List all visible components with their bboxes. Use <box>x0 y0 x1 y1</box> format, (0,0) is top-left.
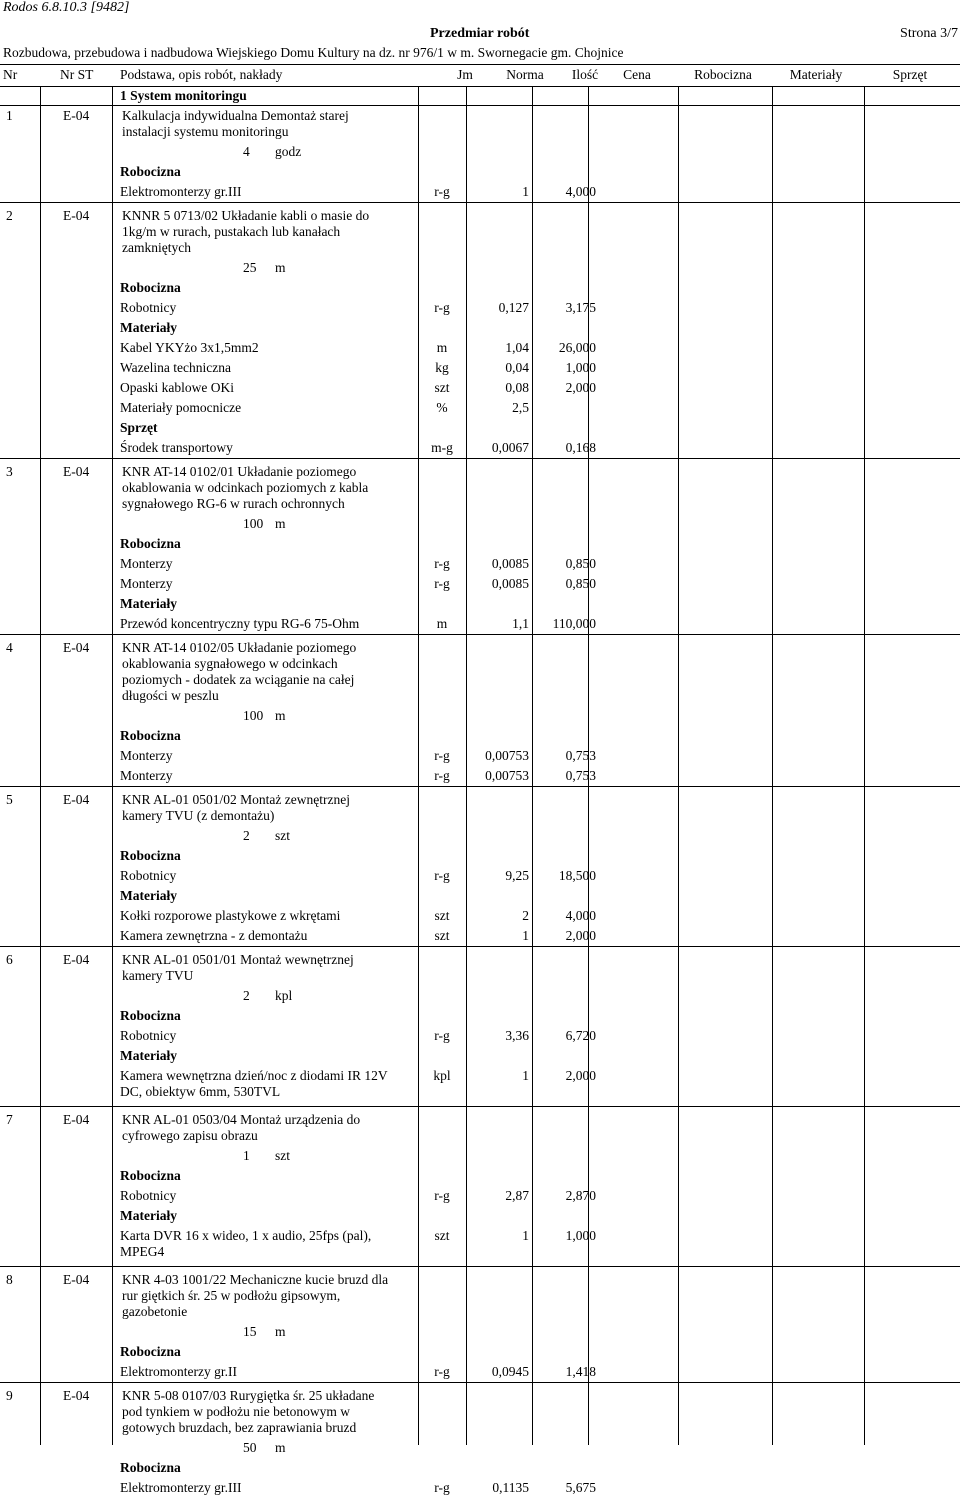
resource-name: Kabel YKYżo 3x1,5mm2 <box>120 340 259 355</box>
program-name: Rodos 6.8.10.3 [9482] <box>3 0 130 15</box>
resource-norm: 2 <box>522 908 529 923</box>
row-divider <box>0 1106 960 1107</box>
resource-norm: 1 <box>522 1068 529 1083</box>
resource-name-cont: MPEG4 <box>120 1244 165 1259</box>
resource-amount: 0,168 <box>565 440 596 455</box>
item-quantity: 25 <box>243 260 257 275</box>
page-header-rule <box>0 64 960 65</box>
section-heading: 1 System monitoringu <box>120 88 247 103</box>
resource-unit: m <box>436 340 448 355</box>
resource-name: Robotnicy <box>120 1028 177 1043</box>
resource-amount: 1,418 <box>565 1364 596 1379</box>
resource-name: Opaski kablowe OKi <box>120 380 234 395</box>
row-divider <box>0 634 960 635</box>
resource-norm: 1,04 <box>505 340 529 355</box>
item-description: KNR AL-01 0503/04 Montaż urządzenia do <box>122 1112 361 1127</box>
resource-name: Kołki rozporowe plastykowe z wkrętami <box>120 908 341 923</box>
resource-unit: m-g <box>431 440 453 455</box>
column-header-2: Podstawa, opis robót, nakłady <box>120 67 283 82</box>
column-header-4: Norma <box>506 67 544 82</box>
resource-group-robocizna: Robocizna <box>120 1344 181 1359</box>
item-description: pod tynkiem w podłożu nie betonowym w <box>122 1404 350 1419</box>
resource-amount: 3,175 <box>565 300 596 315</box>
item-description: gotowych bruzdach, bez zaprawiania bruzd <box>122 1420 357 1435</box>
resource-norm: 0,1135 <box>492 1480 529 1495</box>
item-description: KNR 5-08 0107/03 Rurygiętka śr. 25 układane <box>122 1388 375 1403</box>
resource-norm: 0,0085 <box>491 556 529 571</box>
resource-group-robocizna: Robocizna <box>120 728 181 743</box>
resource-name: Monterzy <box>120 748 173 763</box>
item-unit: godz <box>275 144 302 159</box>
item-number: 7 <box>6 1112 13 1127</box>
item-st-code: E-04 <box>63 1272 90 1287</box>
column-header-8: Materiały <box>789 67 843 82</box>
column-divider <box>532 86 533 1445</box>
item-description: okablowania w odcinkach poziomych z kabla <box>122 480 369 495</box>
resource-unit: r-g <box>434 1028 450 1043</box>
row-divider <box>0 1382 960 1383</box>
item-description: KNR 4-03 1001/22 Mechaniczne kucie bruzd dla <box>122 1272 389 1287</box>
column-divider <box>864 86 865 1445</box>
resource-amount: 2,000 <box>565 380 596 395</box>
column-divider <box>678 86 679 1445</box>
item-st-code: E-04 <box>63 108 90 123</box>
item-st-code: E-04 <box>63 1388 90 1403</box>
column-header-5: Ilość <box>571 67 599 82</box>
resource-amount: 4,000 <box>565 908 596 923</box>
resource-name: Kamera zewnętrzna - z demontażu <box>120 928 308 943</box>
resource-amount: 4,000 <box>565 184 596 199</box>
resource-amount: 2,000 <box>565 1068 596 1083</box>
item-quantity: 50 <box>243 1440 257 1455</box>
resource-norm: 1 <box>522 1228 529 1243</box>
resource-name: Wazelina techniczna <box>120 360 231 375</box>
item-quantity: 1 <box>243 1148 250 1163</box>
column-header-3: Jm <box>457 67 473 82</box>
item-number: 5 <box>6 792 13 807</box>
item-unit: m <box>275 516 286 531</box>
resource-unit: r-g <box>434 1188 450 1203</box>
row-divider <box>0 105 960 106</box>
resource-amount: 0,753 <box>565 748 596 763</box>
page-number: Strona 3/7 <box>900 26 958 41</box>
resource-unit: szt <box>434 380 450 395</box>
row-divider <box>0 202 960 203</box>
resource-norm: 2,5 <box>512 400 529 415</box>
resource-norm: 0,00753 <box>485 748 529 763</box>
item-quantity: 4 <box>243 144 250 159</box>
item-description: rur giętkich śr. 25 w podłożu gipsowym, <box>122 1288 341 1303</box>
column-header-0: Nr <box>3 67 18 82</box>
item-st-code: E-04 <box>63 640 90 655</box>
resource-unit: szt <box>434 928 450 943</box>
resource-unit: r-g <box>434 868 450 883</box>
item-description: KNR AT-14 0102/01 Układanie poziomego <box>122 464 357 479</box>
column-divider <box>418 86 419 1445</box>
column-divider <box>772 86 773 1445</box>
resource-unit: r-g <box>434 1364 450 1379</box>
resource-unit: m <box>436 616 448 631</box>
resource-norm: 0,08 <box>505 380 529 395</box>
resource-name: Robotnicy <box>120 300 177 315</box>
item-unit: kpl <box>275 988 293 1003</box>
resource-group-robocizna: Robocizna <box>120 848 181 863</box>
item-description: 1kg/m w rurach, pustakach lub kanałach <box>122 224 341 239</box>
item-description: zamkniętych <box>122 240 191 255</box>
resource-name: Monterzy <box>120 768 173 783</box>
resource-norm: 0,0085 <box>491 576 529 591</box>
item-st-code: E-04 <box>63 952 90 967</box>
row-divider <box>0 86 960 87</box>
resource-amount: 1,000 <box>565 360 596 375</box>
column-header-7: Robocizna <box>694 67 752 82</box>
item-description: KNR AT-14 0102/05 Układanie poziomego <box>122 640 357 655</box>
item-st-code: E-04 <box>63 792 90 807</box>
resource-group-materiały: Materiały <box>120 1048 177 1063</box>
item-quantity: 100 <box>243 516 264 531</box>
resource-name: Monterzy <box>120 576 173 591</box>
column-divider <box>466 86 467 1445</box>
item-quantity: 2 <box>243 828 250 843</box>
resource-unit: kpl <box>433 1068 451 1083</box>
item-description: poziomych - dodatek za wciąganie na całej <box>122 672 355 687</box>
resource-amount: 0,850 <box>565 556 596 571</box>
resource-amount: 2,870 <box>565 1188 596 1203</box>
item-unit: szt <box>275 1148 290 1163</box>
resource-group-robocizna: Robocizna <box>120 164 181 179</box>
resource-group-robocizna: Robocizna <box>120 1168 181 1183</box>
resource-group-materiały: Materiały <box>120 1208 177 1223</box>
row-divider <box>0 1266 960 1267</box>
resource-norm: 1 <box>522 928 529 943</box>
item-description: sygnałowego RG-6 w rurach ochronnych <box>122 496 345 511</box>
resource-name-cont: DC, obiektyw 6mm, 530TVL <box>120 1084 281 1099</box>
resource-group-sprzęt: Sprzęt <box>120 420 158 435</box>
resource-unit: r-g <box>434 300 450 315</box>
resource-group-materiały: Materiały <box>120 596 177 611</box>
item-quantity: 100 <box>243 708 264 723</box>
resource-norm: 3,36 <box>505 1028 529 1043</box>
item-unit: m <box>275 1440 286 1455</box>
resource-amount: 26,000 <box>558 340 596 355</box>
item-description: instalacji systemu monitoringu <box>122 124 289 139</box>
resource-unit: r-g <box>434 184 450 199</box>
resource-unit: r-g <box>434 768 450 783</box>
project-subtitle: Rozbudowa, przebudowa i nadbudowa Wiejskiego Domu Kultury na dz. nr 976/1 w m. Swornegacie gm. Chojnice <box>3 45 624 60</box>
item-quantity: 15 <box>243 1324 257 1339</box>
document-title: Przedmiar robót <box>430 26 530 41</box>
item-description: KNR AL-01 0501/02 Montaż zewnętrznej <box>122 792 350 807</box>
item-description: Kalkulacja indywidualna Demontaż starej <box>122 108 349 123</box>
item-number: 4 <box>6 640 13 655</box>
resource-name: Środek transportowy <box>120 440 233 455</box>
resource-name: Przewód koncentryczny typu RG-6 75-Ohm <box>120 616 360 631</box>
resource-unit: r-g <box>434 748 450 763</box>
resource-name: Materiały pomocnicze <box>120 400 242 415</box>
resource-norm: 0,127 <box>498 300 529 315</box>
resource-amount: 2,000 <box>565 928 596 943</box>
resource-group-robocizna: Robocizna <box>120 536 181 551</box>
item-description: kamery TVU <box>122 968 194 983</box>
resource-name: Elektromonterzy gr.III <box>120 184 242 199</box>
resource-unit: r-g <box>434 556 450 571</box>
column-divider <box>40 86 41 1445</box>
column-header-6: Cena <box>623 67 651 82</box>
resource-group-robocizna: Robocizna <box>120 1460 181 1475</box>
column-header-9: Sprzęt <box>892 67 928 82</box>
resource-name: Kamera wewnętrzna dzień/noc z diodami IR 12V <box>120 1068 388 1083</box>
resource-norm: 0,04 <box>505 360 529 375</box>
resource-name: Robotnicy <box>120 868 177 883</box>
row-divider <box>0 946 960 947</box>
resource-unit: r-g <box>434 1480 450 1495</box>
resource-amount: 0,753 <box>565 768 596 783</box>
resource-unit: r-g <box>434 576 450 591</box>
item-number: 1 <box>6 108 13 123</box>
item-unit: m <box>275 1324 286 1339</box>
resource-norm: 0,0945 <box>491 1364 529 1379</box>
resource-amount: 18,500 <box>558 868 596 883</box>
item-description: cyfrowego zapisu obrazu <box>122 1128 258 1143</box>
item-number: 9 <box>6 1388 13 1403</box>
resource-norm: 1,1 <box>512 616 529 631</box>
item-unit: szt <box>275 828 290 843</box>
item-number: 8 <box>6 1272 13 1287</box>
column-divider <box>112 86 113 1445</box>
item-quantity: 2 <box>243 988 250 1003</box>
item-unit: m <box>275 708 286 723</box>
resource-unit: % <box>436 400 448 415</box>
resource-name: Karta DVR 16 x wideo, 1 x audio, 25fps (pal), <box>120 1228 372 1243</box>
resource-amount: 1,000 <box>565 1228 596 1243</box>
row-divider <box>0 786 960 787</box>
resource-norm: 9,25 <box>505 868 529 883</box>
item-st-code: E-04 <box>63 464 90 479</box>
resource-amount: 6,720 <box>565 1028 596 1043</box>
item-description: okablowania sygnałowego w odcinkach <box>122 656 338 671</box>
column-header-1: Nr ST <box>60 67 94 82</box>
resource-amount: 0,850 <box>565 576 596 591</box>
item-description: długości w peszlu <box>122 688 219 703</box>
resource-norm: 0,0067 <box>491 440 529 455</box>
item-unit: m <box>275 260 286 275</box>
item-description: gazobetonie <box>122 1304 188 1319</box>
item-number: 3 <box>6 464 13 479</box>
resource-norm: 1 <box>522 184 529 199</box>
resource-amount: 110,000 <box>552 616 596 631</box>
resource-group-materiały: Materiały <box>120 888 177 903</box>
resource-norm: 2,87 <box>505 1188 529 1203</box>
item-st-code: E-04 <box>63 1112 90 1127</box>
resource-norm: 0,00753 <box>485 768 529 783</box>
resource-group-robocizna: Robocizna <box>120 280 181 295</box>
item-description: KNR AL-01 0501/01 Montaż wewnętrznej <box>122 952 354 967</box>
resource-name: Monterzy <box>120 556 173 571</box>
resource-unit: szt <box>434 1228 450 1243</box>
row-divider <box>0 458 960 459</box>
resource-unit: kg <box>435 360 449 375</box>
resource-name: Elektromonterzy gr.II <box>120 1364 237 1379</box>
resource-group-materiały: Materiały <box>120 320 177 335</box>
resource-name: Robotnicy <box>120 1188 177 1203</box>
resource-group-robocizna: Robocizna <box>120 1008 181 1023</box>
item-number: 6 <box>6 952 13 967</box>
item-number: 2 <box>6 208 13 223</box>
item-description: kamery TVU (z demontażu) <box>122 808 275 823</box>
resource-name: Elektromonterzy gr.III <box>120 1480 242 1495</box>
item-st-code: E-04 <box>63 208 90 223</box>
resource-unit: szt <box>434 908 450 923</box>
item-description: KNNR 5 0713/02 Układanie kabli o masie do <box>122 208 370 223</box>
resource-amount: 5,675 <box>565 1480 596 1495</box>
